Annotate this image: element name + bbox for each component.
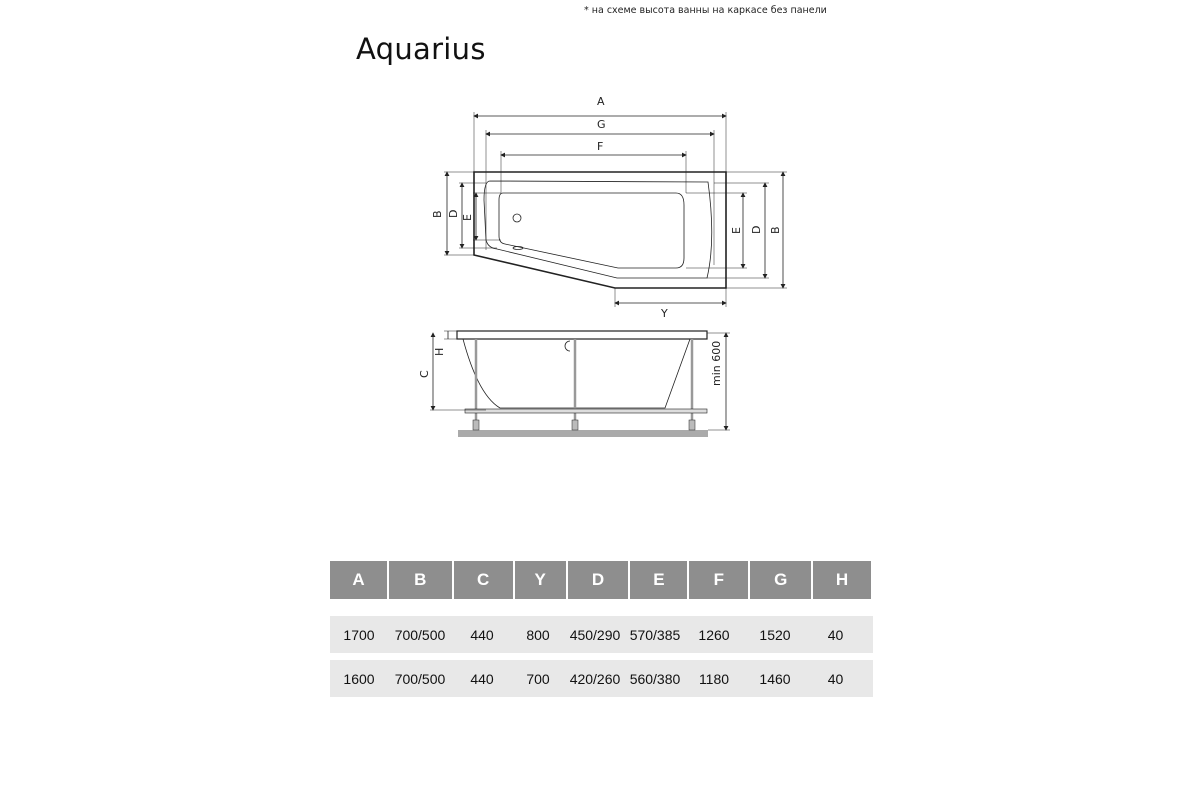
header-c: C: [454, 561, 513, 599]
label-e-left: E: [461, 214, 474, 221]
header-g: G: [750, 561, 811, 599]
label-d-right: D: [750, 225, 763, 234]
table-row: [330, 616, 873, 653]
cell: 570/385: [629, 626, 681, 643]
header-y: Y: [515, 561, 566, 599]
label-e-right: E: [730, 227, 743, 234]
header-a: A: [330, 561, 387, 599]
cell: 450/290: [569, 626, 621, 643]
cell: 440: [470, 626, 494, 643]
table-row: [330, 660, 873, 697]
header-h: H: [813, 561, 871, 599]
page-title: Aquarius: [356, 32, 486, 66]
cell: 40: [827, 670, 844, 687]
cell: 1260: [698, 626, 730, 643]
cell: 700/500: [394, 670, 446, 687]
tub-outline: [474, 172, 726, 288]
cell: 560/380: [629, 670, 681, 687]
label-min600: min 600: [710, 340, 723, 386]
label-y: Y: [661, 307, 668, 320]
label-b-left: B: [431, 210, 444, 218]
top-view: [444, 112, 787, 307]
cell: 700/500: [394, 626, 446, 643]
header-f: F: [689, 561, 748, 599]
cell: 1520: [759, 626, 791, 643]
cell: 700: [526, 670, 550, 687]
header-e: E: [630, 561, 687, 599]
side-view-labels: [418, 341, 723, 386]
dimensions-table: [330, 561, 873, 697]
cell: 1600: [343, 670, 375, 687]
cell: 440: [470, 670, 494, 687]
label-b-right: B: [769, 226, 782, 234]
label-a: A: [597, 95, 605, 108]
cell: 800: [526, 626, 550, 643]
label-h: H: [433, 347, 446, 356]
cell: 1460: [759, 670, 791, 687]
label-f: F: [597, 140, 604, 153]
label-c: C: [418, 370, 431, 378]
table-header: [330, 561, 873, 599]
label-g: G: [597, 118, 606, 131]
label-d-left: D: [447, 209, 460, 218]
cell: 420/260: [569, 670, 621, 687]
side-view: [430, 331, 730, 437]
header-d: D: [568, 561, 629, 599]
cell: 1700: [343, 626, 375, 643]
header-b: B: [389, 561, 452, 599]
cell: 1180: [698, 670, 730, 687]
cell: 40: [827, 626, 844, 643]
footnote: * на схеме высота ванны на каркасе без панели: [584, 5, 827, 16]
